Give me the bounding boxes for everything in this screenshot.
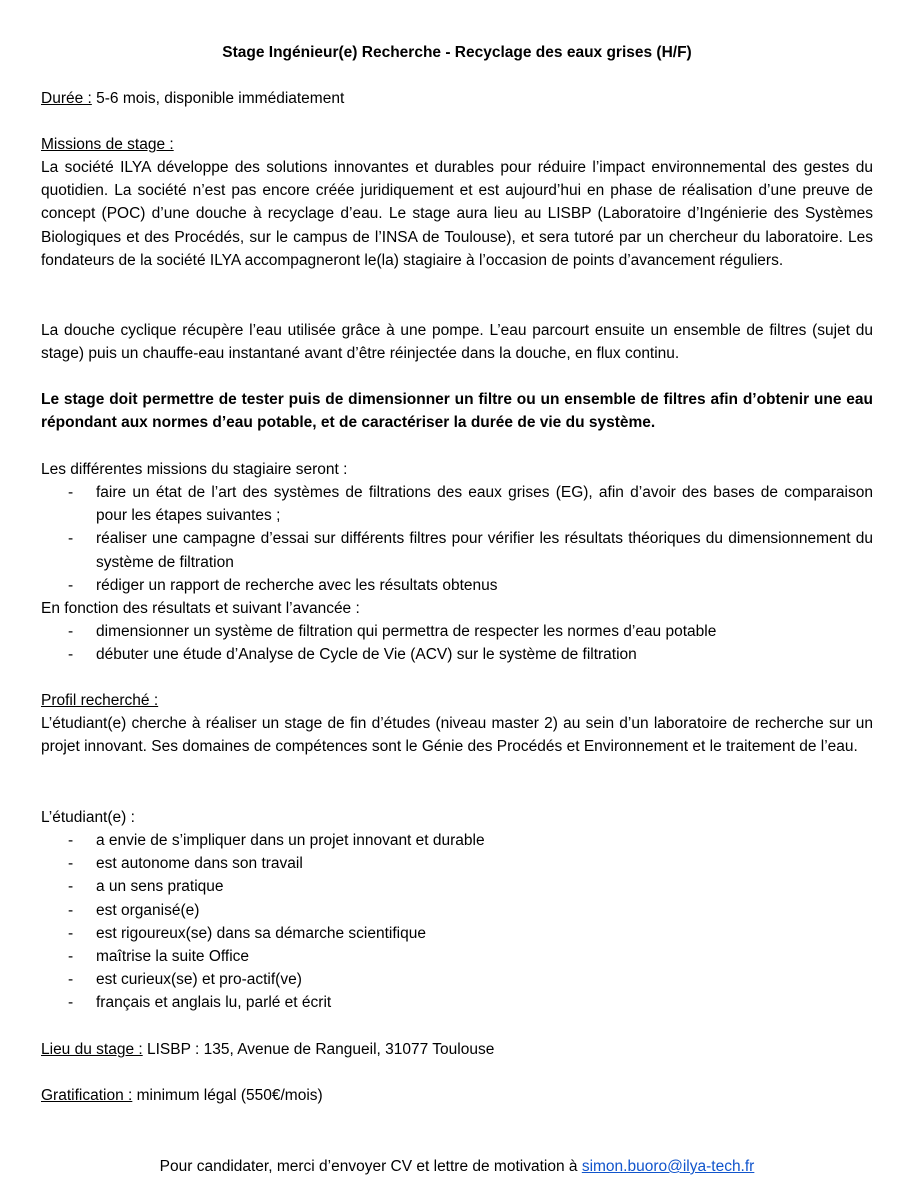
missions-list-intro: Les différentes missions du stagiaire seront :	[41, 461, 348, 478]
profil-paragraph: L’étudiant(e) cherche à réaliser un stage de fin d’études (niveau master 2) au sein d’un laboratoire de recherche sur un projet innovant. Ses domaines de compétences sont le Génie des Procédés et Environnement et le traitement de l’eau.	[41, 715, 873, 756]
dash-bullet: -	[68, 855, 74, 873]
missions-paragraph-2: La douche cyclique récupère l’eau utilisée grâce à une pompe. L’eau parcourt ensuite un ensemble de filtres (sujet du stage) puis un chauffe-eau instantané avant d’être réinjectée dans la douche, en flux continu.	[41, 322, 873, 363]
missions-paragraph-1: La société ILYA développe des solutions innovantes et durables pour réduire l’impact environnemental des gestes du quotidien. La société n’est pas encore créée juridiquement et est aujourd’hui en phase de réalisation d’une preuve de concept (POC) d’une douche à recyclage d’eau. Le stage aura lieu au LISBP (Laboratoire d’Ingénierie des Systèmes Biologiques et des Procédés, sur le campus de l’INSA de Toulouse), et sera tutoré par un chercheur du laboratoire. Les fondateurs de la société ILYA accompagneront le(la) stagiaire à l’occasion de points d’avancement réguliers.	[41, 159, 873, 269]
duree-line	[41, 87, 873, 110]
list-item: - a un sens pratique	[41, 875, 873, 898]
missions-paragraph-bold: Le stage doit permettre de tester puis de dimensionner un filtre ou un ensemble de filtres afin d’obtenir une eau répondant aux normes d’eau potable, et de caractériser la durée de vie du système.	[41, 391, 873, 432]
list-item: - est autonome dans son travail	[41, 852, 873, 875]
footer-line	[41, 1155, 873, 1178]
list-item: - débuter une étude d’Analyse de Cycle de Vie (ACV) sur le système de filtration	[41, 643, 873, 666]
list-item: - est rigoureux(se) dans sa démarche scientifique	[41, 922, 873, 945]
dash-bullet: -	[68, 832, 74, 849]
dash-bullet: -	[68, 878, 74, 896]
profil-list	[41, 829, 873, 1015]
dash-bullet: -	[68, 948, 74, 966]
list-item: - est organisé(e)	[41, 899, 873, 922]
list-item: - réaliser une campagne d’essai sur différents filtres pour vérifier les résultats théoriques du dimensionnement du système de filtration	[41, 527, 873, 573]
dash-bullet: -	[68, 994, 74, 1012]
profil-heading: Profil recherché :	[41, 692, 159, 709]
lieu-label: Lieu du stage :	[41, 1041, 143, 1058]
list-item: - a envie de s’impliquer dans un projet innovant et durable	[41, 829, 873, 852]
dash-bullet: -	[68, 646, 74, 664]
list-item: - maîtrise la suite Office	[41, 945, 873, 968]
list-item: - français et anglais lu, parlé et écrit	[41, 991, 873, 1014]
dash-bullet: -	[68, 484, 74, 501]
missions-list	[41, 481, 873, 597]
list-item: - dimensionner un système de filtration qui permettra de respecter les normes d’eau potable	[41, 620, 873, 643]
duree-label: Durée :	[41, 90, 92, 107]
list-item: - rédiger un rapport de recherche avec les résultats obtenus	[41, 574, 873, 597]
dash-bullet: -	[68, 576, 74, 594]
missions-heading: Missions de stage :	[41, 136, 174, 153]
duree-value: 5-6 mois, disponible immédiatement	[91, 90, 345, 107]
missions-list-2	[41, 620, 873, 666]
footer-text: Pour candidater, merci d’envoyer CV et lettre de motivation à	[159, 1158, 582, 1175]
dash-bullet: -	[68, 901, 74, 919]
gratification-value: minimum légal (550€/mois)	[132, 1087, 323, 1104]
email-link[interactable]: simon.buoro@ilya-tech.fr	[581, 1158, 755, 1175]
missions-list2-intro: En fonction des résultats et suivant l’avancée :	[41, 600, 360, 617]
lieu-value: LISBP : 135, Avenue de Rangueil, 31077 Toulouse	[142, 1041, 495, 1058]
document-title: Stage Ingénieur(e) Recherche - Recyclage des eaux grises (H/F)	[222, 44, 692, 61]
lieu-line	[41, 1038, 873, 1061]
gratification-line	[41, 1084, 873, 1107]
dash-bullet: -	[68, 924, 74, 942]
gratification-label: Gratification :	[41, 1087, 133, 1104]
list-item: - faire un état de l’art des systèmes de filtrations des eaux grises (EG), afin d’avoir des bases de comparaison pour les étapes suivantes ;	[41, 481, 873, 527]
dash-bullet: -	[68, 971, 74, 989]
dash-bullet: -	[68, 623, 74, 640]
list-item: - est curieux(se) et pro-actif(ve)	[41, 968, 873, 991]
profil-list-intro: L’étudiant(e) :	[41, 809, 135, 826]
dash-bullet: -	[68, 530, 74, 548]
